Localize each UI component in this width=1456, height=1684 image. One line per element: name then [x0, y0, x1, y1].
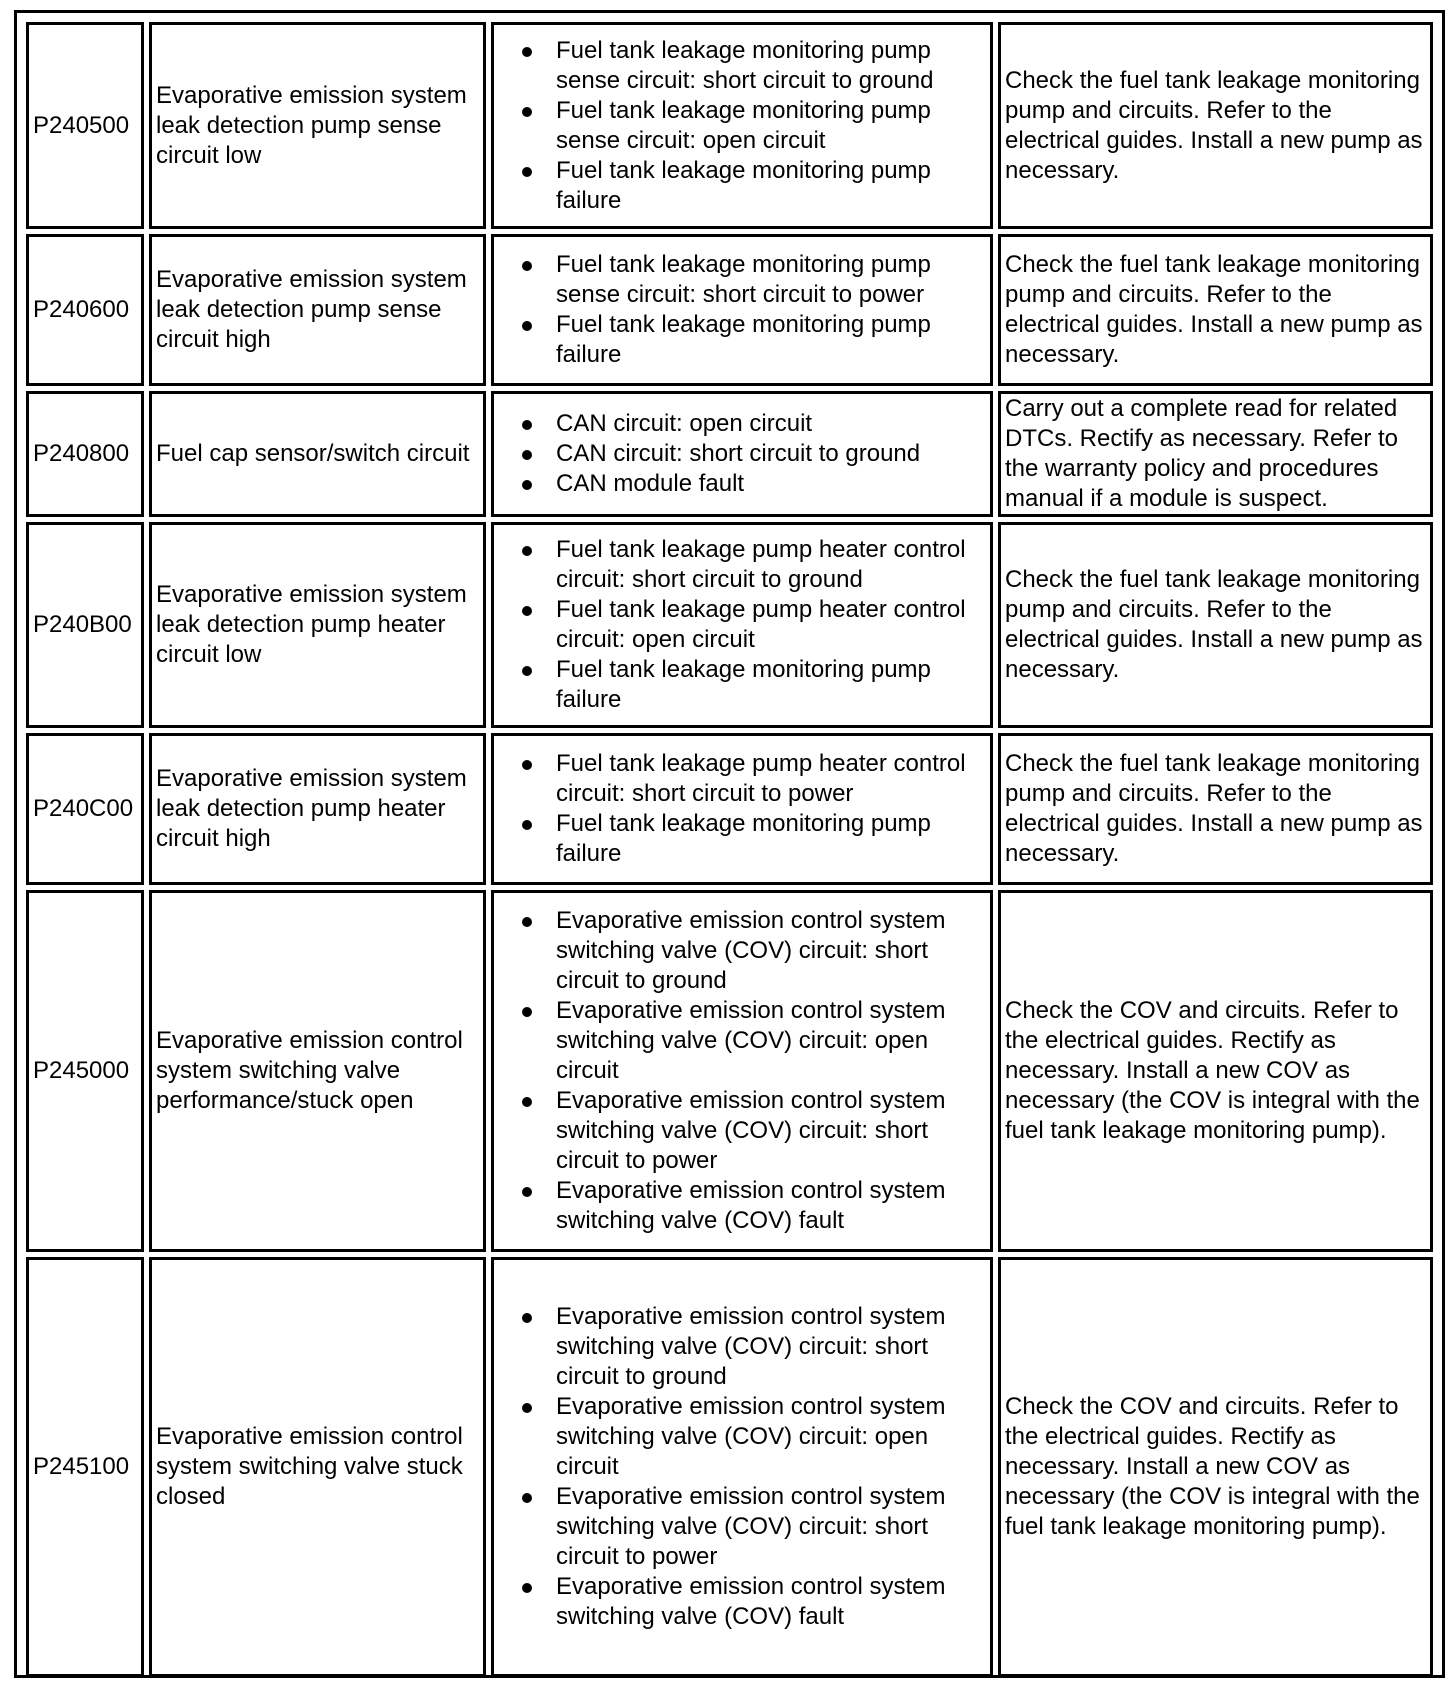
cause-item: Fuel tank leakage monitoring pump sense circuit: short circuit to ground — [556, 36, 986, 96]
dtc-action: Check the fuel tank leakage monitoring pump and circuits. Refer to the electrical guides. Install a new pump as necessary. — [998, 522, 1433, 728]
dtc-description: Evaporative emission system leak detection pump heater circuit high — [149, 733, 486, 885]
dtc-causes — [491, 733, 993, 885]
dtc-code: P240C00 — [26, 733, 144, 885]
cause-item: Evaporative emission control system switching valve (COV) circuit: open circuit — [556, 996, 986, 1086]
dtc-code: P240600 — [26, 234, 144, 386]
cause-list — [498, 36, 986, 216]
cause-item: Evaporative emission control system switching valve (COV) circuit: short circuit to power — [556, 1482, 986, 1572]
dtc-action: Carry out a complete read for related DTCs. Rectify as necessary. Refer to the warranty policy and procedures manual if a module is suspect. — [998, 391, 1433, 517]
cause-item: Evaporative emission control system switching valve (COV) circuit: short circuit to ground — [556, 1302, 986, 1392]
cause-list — [498, 250, 986, 370]
cause-item: Evaporative emission control system switching valve (COV) circuit: open circuit — [556, 1392, 986, 1482]
cause-list — [498, 535, 986, 715]
cause-item: Fuel tank leakage pump heater control circuit: short circuit to ground — [556, 535, 986, 595]
table-row — [26, 234, 1433, 386]
cause-item: Fuel tank leakage monitoring pump failure — [556, 809, 986, 869]
cause-item: Fuel tank leakage monitoring pump failure — [556, 156, 986, 216]
cause-item: Fuel tank leakage monitoring pump sense circuit: short circuit to power — [556, 250, 986, 310]
dtc-description: Evaporative emission control system switching valve performance/stuck open — [149, 890, 486, 1252]
dtc-code: P245000 — [26, 890, 144, 1252]
dtc-description: Evaporative emission system leak detection pump heater circuit low — [149, 522, 486, 728]
cause-item: Evaporative emission control system switching valve (COV) fault — [556, 1176, 986, 1236]
dtc-action: Check the fuel tank leakage monitoring pump and circuits. Refer to the electrical guides. Install a new pump as necessary. — [998, 234, 1433, 386]
cause-list — [498, 749, 986, 869]
dtc-code: P245100 — [26, 1257, 144, 1677]
cause-item: Fuel tank leakage pump heater control circuit: open circuit — [556, 595, 986, 655]
dtc-description: Evaporative emission system leak detection pump sense circuit high — [149, 234, 486, 386]
cause-list — [498, 906, 986, 1236]
dtc-causes — [491, 234, 993, 386]
dtc-code: P240500 — [26, 22, 144, 229]
dtc-causes — [491, 391, 993, 517]
table-row — [26, 391, 1433, 517]
dtc-table — [14, 10, 1445, 1678]
cause-item: CAN module fault — [556, 469, 986, 499]
dtc-table-grid — [21, 17, 1438, 1682]
cause-item: CAN circuit: open circuit — [556, 409, 986, 439]
cause-list — [498, 1302, 986, 1632]
dtc-action: Check the fuel tank leakage monitoring pump and circuits. Refer to the electrical guides. Install a new pump as necessary. — [998, 22, 1433, 229]
dtc-causes — [491, 522, 993, 728]
cause-item: Fuel tank leakage monitoring pump sense circuit: open circuit — [556, 96, 986, 156]
dtc-description: Evaporative emission system leak detection pump sense circuit low — [149, 22, 486, 229]
cause-item: Fuel tank leakage monitoring pump failure — [556, 310, 986, 370]
dtc-table-body — [26, 22, 1433, 1677]
cause-item: Fuel tank leakage pump heater control circuit: short circuit to power — [556, 749, 986, 809]
dtc-description: Evaporative emission control system switching valve stuck closed — [149, 1257, 486, 1677]
dtc-description: Fuel cap sensor/switch circuit — [149, 391, 486, 517]
dtc-action: Check the fuel tank leakage monitoring pump and circuits. Refer to the electrical guides. Install a new pump as necessary. — [998, 733, 1433, 885]
dtc-action: Check the COV and circuits. Refer to the electrical guides. Rectify as necessary. Install a new COV as necessary (the COV is integral with the fuel tank leakage monitoring pump). — [998, 1257, 1433, 1677]
cause-list — [498, 409, 986, 499]
table-row — [26, 522, 1433, 728]
table-row — [26, 1257, 1433, 1677]
dtc-code: P240B00 — [26, 522, 144, 728]
cause-item: Fuel tank leakage monitoring pump failure — [556, 655, 986, 715]
cause-item: CAN circuit: short circuit to ground — [556, 439, 986, 469]
table-row — [26, 22, 1433, 229]
cause-item: Evaporative emission control system switching valve (COV) circuit: short circuit to power — [556, 1086, 986, 1176]
dtc-action: Check the COV and circuits. Refer to the electrical guides. Rectify as necessary. Install a new COV as necessary (the COV is integral with the fuel tank leakage monitoring pump). — [998, 890, 1433, 1252]
cause-item: Evaporative emission control system switching valve (COV) circuit: short circuit to ground — [556, 906, 986, 996]
cause-item: Evaporative emission control system switching valve (COV) fault — [556, 1572, 986, 1632]
dtc-causes — [491, 22, 993, 229]
table-row — [26, 890, 1433, 1252]
dtc-causes — [491, 1257, 993, 1677]
dtc-code: P240800 — [26, 391, 144, 517]
dtc-causes — [491, 890, 993, 1252]
table-row — [26, 733, 1433, 885]
